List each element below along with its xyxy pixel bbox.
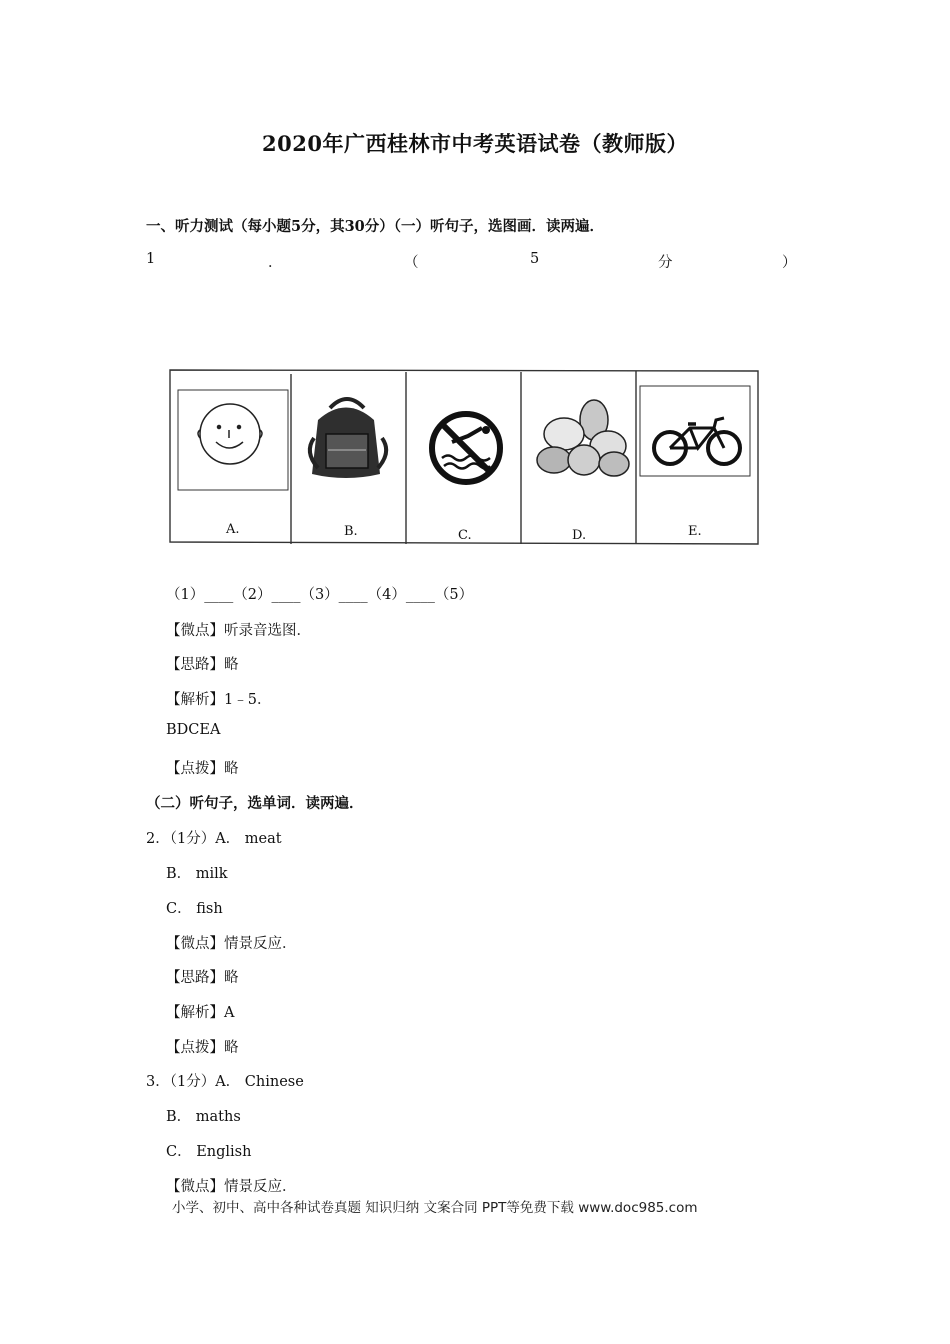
eggs-icon xyxy=(537,400,629,476)
q2-stem: 2．（1分）A． meat xyxy=(146,831,282,847)
q1-tip: 【点拨】略 xyxy=(166,761,239,777)
question-1-open-paren: （ xyxy=(404,255,419,271)
smiley-face-icon xyxy=(198,404,262,464)
q3-point: 【微点】情景反应． xyxy=(166,1179,297,1195)
picture-strip-svg xyxy=(168,368,760,548)
figure-label-a: A. xyxy=(226,522,240,537)
section1-heading: 一、听力测试（每小题5分，其30分）（一）听句子，选图画．读两遍． xyxy=(146,218,605,235)
figure-label-e: E. xyxy=(688,524,702,539)
q1-analysis: 【解析】1﹣5． xyxy=(166,692,272,708)
q1-point: 【微点】听录音选图． xyxy=(166,623,311,639)
question-1-dot: ． xyxy=(268,255,283,271)
answer-blanks: （1）____（2）____（3）____（4）____（5） xyxy=(166,587,474,603)
no-swimming-sign-icon xyxy=(432,414,500,482)
section2-heading: （二）听句子，选单词．读两遍． xyxy=(146,795,364,812)
question-1-close-paren: ） xyxy=(782,255,797,271)
bicycle-icon xyxy=(654,418,740,464)
q2-tip: 【点拨】略 xyxy=(166,1040,239,1056)
figure-label-b: B. xyxy=(344,524,358,539)
question-1-number: 1 xyxy=(146,251,156,267)
q3-option-b: B． maths xyxy=(166,1109,241,1125)
q3-stem: 3．（1分）A． Chinese xyxy=(146,1074,304,1090)
q2-analysis: 【解析】A xyxy=(166,1005,235,1021)
q2-option-b: B． milk xyxy=(166,866,228,882)
page-title: 2020年广西桂林市中考英语试卷（教师版） xyxy=(262,131,688,156)
figure-label-d: D. xyxy=(572,528,587,543)
backpack-icon xyxy=(310,399,386,478)
q1-answer: BDCEA xyxy=(166,722,221,738)
q3-option-c: C． English xyxy=(166,1144,252,1160)
picture-strip xyxy=(168,368,760,548)
question-1-row xyxy=(146,251,806,273)
q1-idea: 【思路】略 xyxy=(166,657,239,673)
footer-text: 小学、初中、高中各种试卷真题 知识归纳 文案合同 PPT等免费下载 www.doc985.com xyxy=(172,1200,698,1216)
figure-label-c: C. xyxy=(458,528,472,543)
q2-point: 【微点】情景反应． xyxy=(166,936,297,952)
question-1-score: 5 xyxy=(530,251,540,267)
q2-option-c: C． fish xyxy=(166,901,223,917)
q2-idea: 【思路】略 xyxy=(166,970,239,986)
question-1-unit: 分 xyxy=(658,255,673,271)
